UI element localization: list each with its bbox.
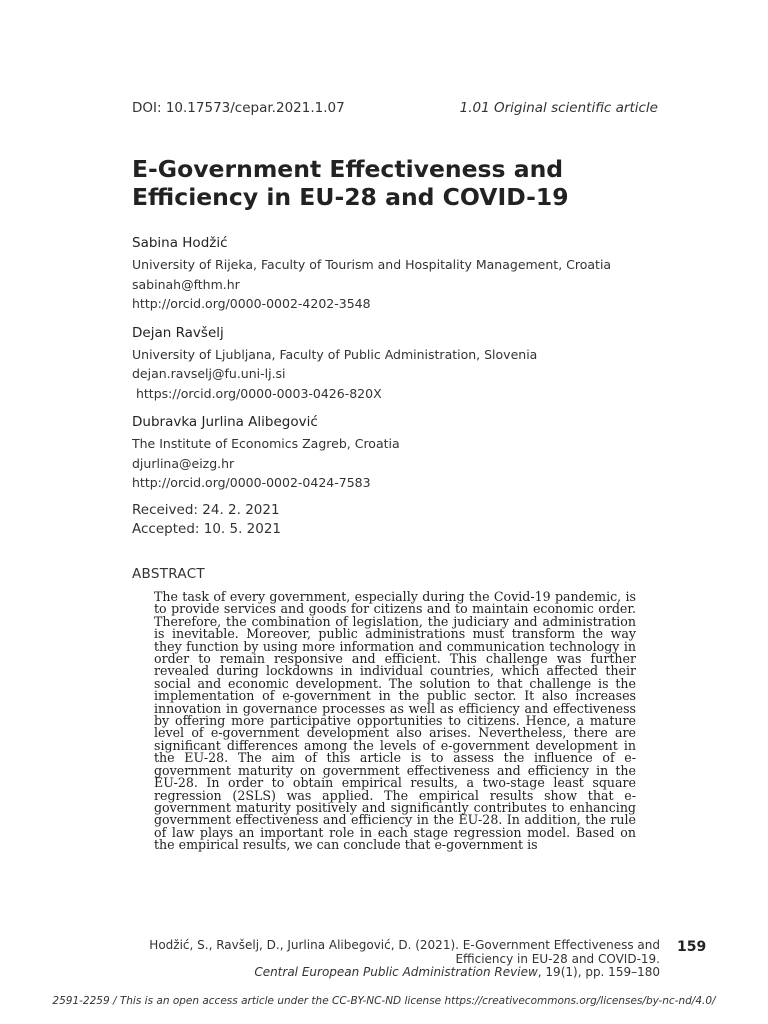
author-block: [132, 323, 692, 404]
page-number: 159: [677, 939, 707, 955]
author-affiliation: University of Rijeka, Faculty of Tourism and Hospitality Management, Croatia: [132, 257, 612, 272]
author-email[interactable]: djurlina@eizg.hr: [132, 455, 235, 471]
author-block: [132, 412, 692, 493]
submission-dates: [132, 501, 281, 539]
citation-volume-pages: , 19(1), pp. 159–180: [537, 965, 660, 979]
author-name: Dubravka Jurlina Alibegović: [132, 414, 318, 430]
citation-journal: Central European Public Administration Review: [254, 965, 538, 979]
doi: DOI: 10.17573/cepar.2021.1.07: [132, 100, 345, 116]
author-orcid[interactable]: https://orcid.org/0000-0003-0426-820X: [132, 385, 382, 401]
author-orcid[interactable]: http://orcid.org/0000-0002-4202-3548: [132, 296, 371, 311]
title-line-2: Efficiency in EU-28 and COVID-19: [132, 183, 569, 211]
article-type: 1.01 Original scientific article: [459, 100, 658, 116]
citation-line-1: Hodžić, S., Ravšelj, D., Jurlina Alibegović, D. (2021). E-Government Effectiveness and: [149, 938, 660, 952]
author-affiliation: University of Ljubljana, Faculty of Public Administration, Slovenia: [132, 346, 538, 362]
author-affiliation: The Institute of Economics Zagreb, Croatia: [132, 436, 400, 451]
title-line-1: E-Government Effectiveness and: [132, 155, 564, 183]
accepted-date: Accepted: 10. 5. 2021: [132, 521, 282, 537]
citation: [140, 939, 660, 980]
citation-line-2: Efficiency in EU-28 and COVID-19.: [455, 951, 660, 966]
abstract-text: The task of every government, especially during the Covid-19 pandemic, is to provide services and goods for citizens and to maintain economic order. Therefore, the combination of legislation, the judiciary and administration is inevitable. Moreover, public administrations must transform the way they function by using more information and communication technology in order to remain responsive and efficient. This challenge was further revealed during lockdowns in individual countries, which affected their social and economic development. The solution to that challenge is the implementation of e-government in the public sector. It also increases innovation in governance processes as well as efficiency and effectiveness by offering more participative opportunities to citizens. Hence, a mature level of e-government development also arises. Nevertheless, there are significant differences among the levels of e-government development in the EU-28. The aim of this article is to assess the influence of e-government maturity on government effectiveness and efficiency in the EU-28. In order to obtain empirical results, a two-stage least square regression (2SLS) was applied. The empirical results show that e-government maturity positively and significantly contributes to enhancing government effectiveness and efficiency in the EU-28. In addition, the rule of law plays an important role in each stage regression model. Based on the empirical results, we can conclude that e-government is: [154, 589, 636, 853]
author-email[interactable]: dejan.ravselj@fu.uni-lj.si: [132, 366, 286, 381]
abstract-heading: ABSTRACT: [132, 566, 205, 582]
citation-line-3: [140, 966, 660, 980]
received-date: Received: 24. 2. 2021: [132, 502, 280, 518]
author-name: Sabina Hodžić: [132, 235, 228, 251]
author-block: [132, 233, 692, 314]
author-list: [132, 233, 692, 502]
license-footer: 2591-2259 / This is an open access article under the CC-BY-NC-ND license https://creativecommons.org/licenses/by-nc-nd/4.0/: [52, 995, 716, 1007]
author-name: Dejan Ravšelj: [132, 324, 224, 341]
author-orcid[interactable]: http://orcid.org/0000-0002-0424-7583: [132, 475, 371, 490]
article-title: [132, 155, 652, 211]
author-email[interactable]: sabinah@fthm.hr: [132, 276, 240, 292]
